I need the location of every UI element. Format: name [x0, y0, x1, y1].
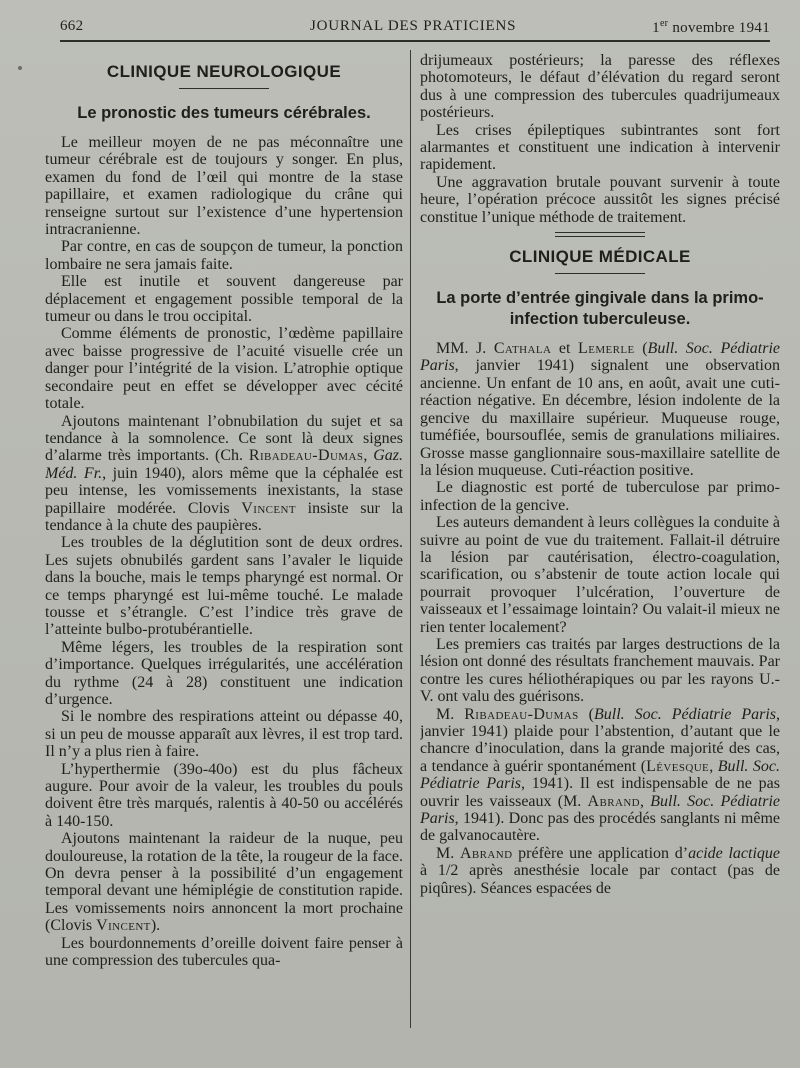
paragraph: Les crises épileptiques subintrantes sont fort alarmantes et constituent une indication à intervenir rapidement.: [420, 121, 780, 174]
paragraph: [45, 413, 403, 535]
paragraph: Les auteurs demandent à leurs collègues la conduite à suivre au point de vue du traitement. Fallait-il détruire la lésion par cautérisation, électro-coagulation, scarification, ou s’abstenir de toute action locale qui pourrait provoquer l’ulcération, l’ouverture de vaisseaux et l’essaimage lointain? Ou valait-il mieux ne rien tenter localement?: [420, 514, 780, 636]
article-title-tumeurs: Le pronostic des tumeurs cérébrales.: [77, 104, 371, 122]
text-run: M.: [436, 844, 460, 862]
paragraph: Le diagnostic est porté de tuberculose par primo-infection de la gencive.: [420, 479, 780, 514]
section-rule: [179, 88, 269, 89]
text-run: , 1941). Il est indispensable de ne pas ouvrir les vaisseaux (M.: [420, 775, 780, 810]
journal-reference: Gaz. Méd. Fr.: [45, 447, 403, 482]
left-column: [45, 52, 403, 1068]
text-run: préfère une application d’: [512, 844, 689, 862]
text-run: Ajoutons maintenant la raideur de la nuque, peu douloureuse, la rotation de la tête, la rougeur de la face. On devra penser à la possibilité d’un engagement temporal devant une hémiplégie de constitution rapide. Les vomissements noirs annoncent la mort prochaine (Clovis: [45, 830, 403, 935]
paragraph: drijumeaux postérieurs; la paresse des réflexes photomoteurs, le défaut d’élévation du regard seront dus à une compression des tubercules quadrijumeaux postérieurs.: [420, 52, 780, 122]
section-separator: [555, 232, 645, 237]
paragraph: [45, 830, 403, 934]
text-run: à 1/2 après anesthésie locale par contact (pas de piqûres). Séances espacées de: [420, 862, 780, 897]
section-title-medicale: CLINIQUE MÉDICALE: [509, 247, 691, 267]
author-name: Cathala: [493, 340, 552, 358]
author-name: Abrand: [587, 792, 641, 810]
text-run: ).: [150, 917, 161, 935]
text-run: (: [578, 705, 595, 723]
paragraph: Par contre, en cas de soupçon de tumeur, la ponction lombaire ne sera jamais faite.: [45, 238, 403, 273]
journal-reference: Bull. Soc. Pédiatrie Paris: [420, 340, 780, 375]
text-run: insiste sur la tendance à la chute des paupières.: [45, 499, 403, 534]
text-run: ,: [363, 447, 374, 465]
paragraph: Comme éléments de pronostic, l’œdème papillaire avec baisse progressive de l’acuité visuelle crée un danger pour l’intégrité de la vision. L’atrophie optique secondaire peut en effet se développer avec cécité totale.: [45, 325, 403, 413]
paragraph: Même légers, les troubles de la respiration sont d’importance. Quelques irrégularités, une accélération du rythme (24 à 28) constituent une indication d’urgence.: [45, 638, 403, 708]
text-run: M.: [436, 705, 465, 723]
page-number: 662: [60, 18, 84, 34]
journal-reference: Bull. Soc. Pédiatrie Paris: [420, 757, 780, 793]
paragraph: Le meilleur moyen de ne pas méconnaître une tumeur cérébrale est de toujours y songer. En plus, examen du fond de l’œil qui montre de la stase papillaire, et examen radiologique du crâne qui renseigne surtout sur l’existence d’une hypertension intracranienne.: [45, 134, 403, 239]
author-name: Ribadeau-Dumas: [248, 447, 364, 465]
author-name: Abrand: [459, 844, 513, 862]
text-run: ,: [640, 792, 651, 810]
paragraph: [420, 340, 780, 479]
treatment-term: acide lactique: [688, 844, 780, 862]
author-name: Lévesque: [646, 757, 710, 775]
text-run: , janvier 1941) plaide pour l’abstention, d’autant que le chancre d’inoculation, dans la grande majorité des cas, a tendance à guérir spontanément (: [420, 705, 780, 775]
running-header: [60, 18, 770, 42]
issue-date: [652, 18, 770, 37]
text-run: , janvier 1941) signalent une observation ancienne. Un enfant de 10 ans, en août, avait une cuti-réaction négative. En décembre, lésion indolente de la gencive du maxillaire supérieur. Muqueuse rouge, tuméfiée, boursouflée, semis de granulations miliaires. Grosse masse ganglionnaire sous-maxillaire satellite de la lésion muqueuse. Cuti-réaction positive.: [420, 357, 780, 479]
section-title-neurology: CLINIQUE NEUROLOGIQUE: [106, 62, 342, 81]
text-run: ,: [709, 757, 718, 775]
paragraph: Elle est inutile et souvent dangereuse par déplacement et engagement possible temporal de la tumeur ou dans le trou occipital.: [45, 273, 403, 326]
paragraph: Les troubles de la déglutition sont de deux ordres. Les sujets obnubilés gardent sans l’avaler le liquide dans la bouche, mais le temps pharyngé est normal. Or ce temps pharyngé est lui-même touché. Le malade tousse et s’étrangle. C’est l’indice très grave de l’atteinte bulbo-protubérantielle.: [45, 534, 403, 639]
issue-date-rest: novembre 1941: [668, 20, 770, 36]
article-title-gingivale: La porte d’entrée gingivale dans la primo-infection tuberculeuse.: [436, 289, 764, 329]
text-run: Ajoutons maintenant l’obnubilation du sujet et sa tendance à la somnolence. Ce sont là deux signes d’alarme très importants. (Ch.: [45, 412, 403, 465]
author-name: Ribadeau-Dumas: [464, 705, 579, 723]
text-run: (: [634, 340, 648, 358]
paragraph: [420, 706, 780, 845]
journal-reference: Bull. Soc. Pédiatrie Paris: [594, 705, 777, 723]
paragraph: Une aggravation brutale pouvant survenir à toute heure, l’opération précoce aussitôt les signes précisé constitue l’unique méthode de traitement.: [420, 173, 780, 226]
issue-date-day: 1: [652, 20, 660, 36]
text-run: MM. J.: [436, 340, 494, 358]
paragraph: Les bourdonnements d’oreille doivent faire penser à une compression des tubercules qua-: [45, 934, 403, 970]
paragraph: L’hyperthermie (39o-40o) est du plus fâcheux augure. Pour avoir de la valeur, les troubles du pouls doivent être très marqués, ralentis à 40-50 ou accélérés à 140-150.: [45, 760, 403, 830]
text-run: et: [551, 340, 579, 358]
author-name: Vincent: [96, 917, 151, 935]
text-run: , juin 1940), alors même que la céphalée est peu intense, les vomissements inexistants, la stase papillaire modérée. Clovis: [45, 464, 403, 517]
column-divider: [410, 50, 411, 1028]
paragraph: Si le nombre des respirations atteint ou dépasse 40, si un peu de mousse apparaît aux lèvres, il est trop tard. Il n’y a plus rien à faire.: [45, 708, 403, 761]
journal-title: JOURNAL DES PRATICIENS: [310, 18, 517, 34]
section-rule: [555, 273, 645, 274]
right-column: [420, 52, 780, 1068]
author-name: Lemerle: [578, 340, 635, 358]
paragraph: Les premiers cas traités par larges destructions de la lésion ont donné des résultats franchement mauvais. Par contre les cures héliothérapiques ou par les rayons U.-V. ont valu des guérisons.: [420, 635, 780, 706]
paragraph: [420, 845, 780, 897]
author-name: Vincent: [241, 499, 296, 517]
text-run: , 1941). Donc pas des procédés sanglants ni même de galvanocautère.: [420, 810, 780, 845]
journal-reference: Bull. Soc. Pédiatrie Paris: [420, 792, 780, 828]
paper-speck: [18, 66, 22, 70]
issue-date-sup: er: [659, 18, 669, 29]
